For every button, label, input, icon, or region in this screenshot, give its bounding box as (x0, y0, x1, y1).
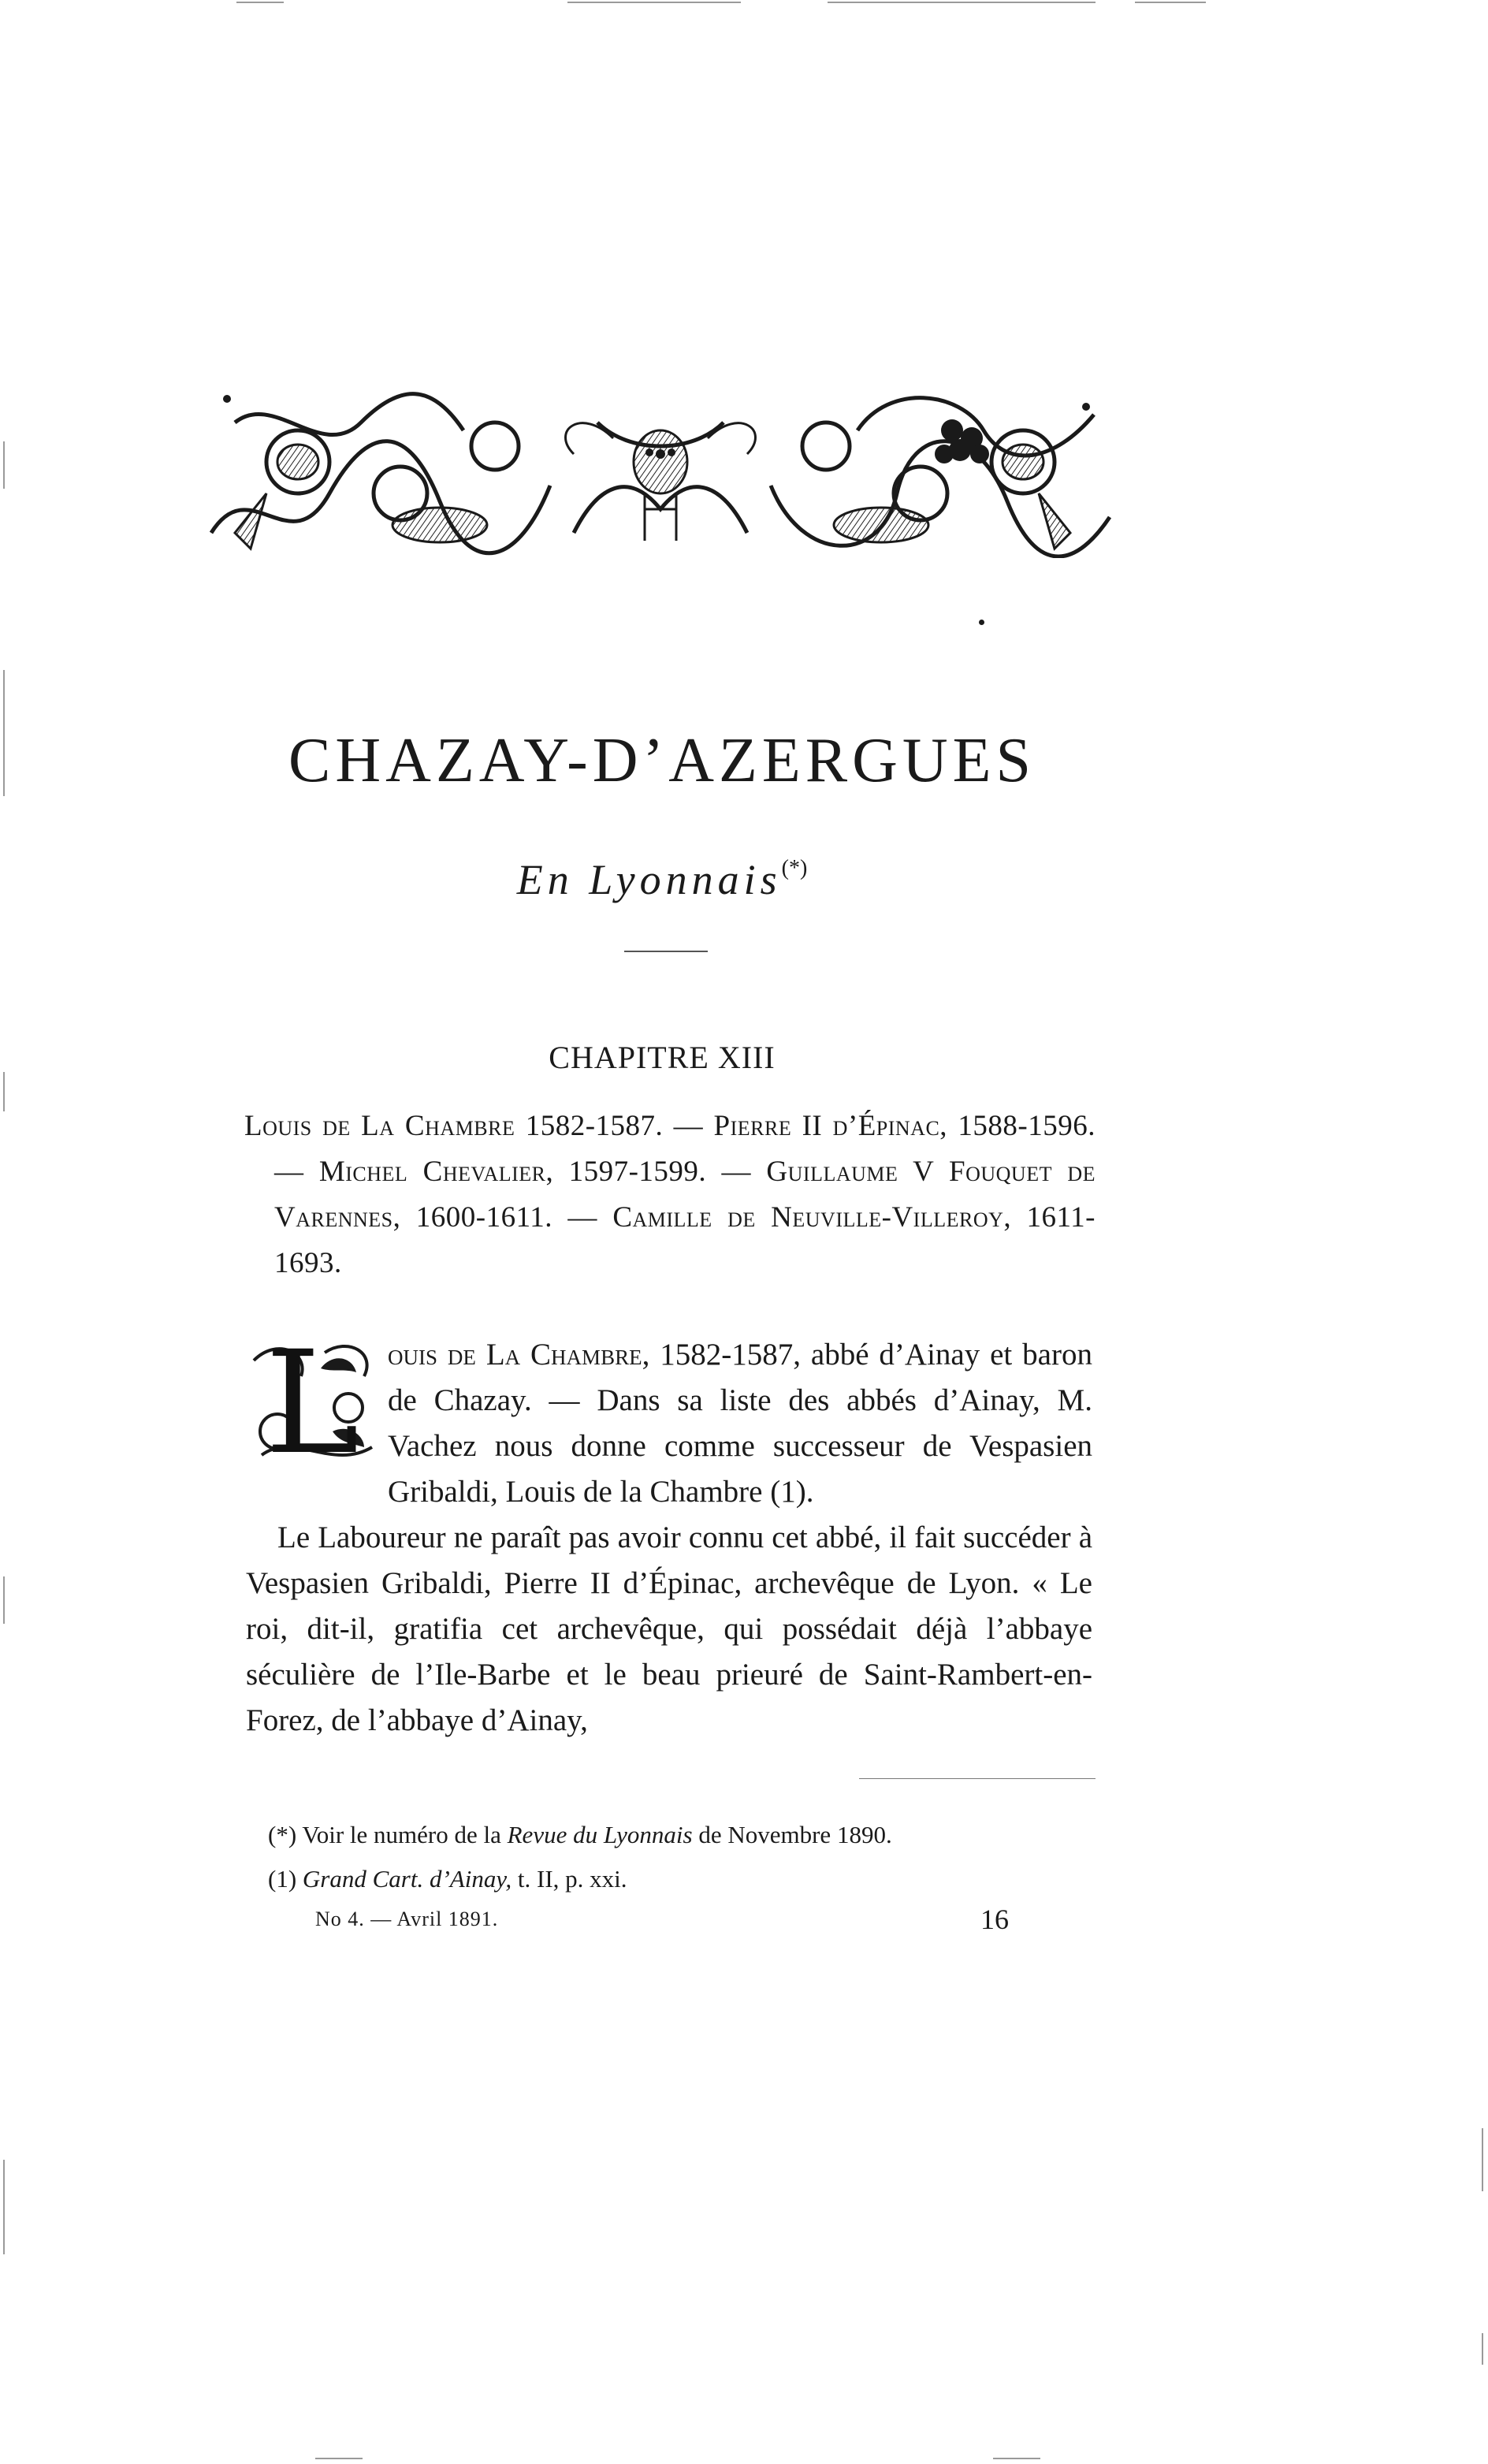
footnote-text: de Novembre 1890. (692, 1821, 892, 1848)
subtitle (236, 855, 1088, 904)
subtitle-text: En Lyonnais (516, 856, 782, 903)
scan-edge-line (1482, 2333, 1483, 2365)
footnote-rule (859, 1778, 1096, 1779)
paragraph (246, 1321, 1092, 1515)
scan-edge-line (828, 2, 1096, 3)
issue-line: No 4. — Avril 1891. (315, 1908, 499, 1930)
ornamental-headpiece (203, 375, 1116, 558)
ornamental-rule (624, 951, 708, 952)
footnote-title: Grand Cart. d’Ainay, (302, 1865, 512, 1893)
chapter-heading: CHAPITRE XIII (549, 1040, 776, 1075)
scan-edge-line (315, 2458, 363, 2459)
ink-dot (979, 620, 984, 625)
footnotes (268, 1813, 1096, 1901)
footnote (268, 1857, 1096, 1901)
scan-edge-line (3, 1072, 5, 1111)
dropcap-letter: L (265, 1321, 359, 1486)
subtitle-footnote-mark: (*) (781, 856, 808, 880)
footnote-text (296, 1865, 303, 1893)
scan-edge-line (3, 670, 5, 796)
scan-edge-line (236, 2, 284, 3)
scan-edge-line (3, 1576, 5, 1624)
footnote (268, 1813, 1096, 1857)
page-title: CHAZAY-D’AZERGUES (288, 726, 1036, 795)
footnote-title: Revue du Lyonnais (507, 1821, 693, 1848)
chapter-summary: Louis de La Chambre 1582-1587. — Pierre II d’Épinac, 1588-1596. — Michel Chevalier, 1597-1599. — Guillaume V Fouquet de Varennes, 1600-1611. — Camille de Neuville-Villeroy, 1611-1693. (244, 1110, 1096, 1279)
scan-edge-line (1135, 2, 1206, 3)
footnote-text: Voir le numéro de la (296, 1821, 508, 1848)
paragraph-text: 1582-1587, abbé d’Ainay et baron de Chazay. — Dans sa liste des abbés d’Ainay, M. Vachez nous donne comme successeur de Vespasien Gribaldi, Louis de la Chambre (1). (388, 1338, 1092, 1509)
ornate-dropcap (246, 1321, 378, 1486)
scan-edge-line (3, 2160, 5, 2254)
footnote-mark: (*) (268, 1821, 297, 1848)
scan-edge-line (567, 2, 741, 3)
body-text (246, 1321, 1092, 1744)
footnote-mark: (1) (268, 1865, 297, 1893)
footnote-text: t. II, p. xxi. (512, 1865, 627, 1893)
headpiece-ornament-graphic (203, 375, 1116, 558)
scan-edge-line (3, 441, 5, 489)
scan-edge-line (993, 2458, 1040, 2459)
paragraph-lead: ouis de La Chambre, (388, 1338, 650, 1372)
page-number: 16 (980, 1904, 1009, 1935)
scan-edge-line (1482, 2128, 1483, 2191)
paragraph: Le Laboureur ne paraît pas avoir connu cet abbé, il fait succéder à Vespasien Gribaldi, Pierre II d’Épinac, archevêque de Lyon. « Le roi, dit-il, gratifia cet archevêque, qui possédait déjà l’abbaye séculière de l’Ile-Barbe et le beau prieuré de Saint-Rambert-en-Forez, de l’abbaye d’Ainay, (246, 1520, 1092, 1737)
